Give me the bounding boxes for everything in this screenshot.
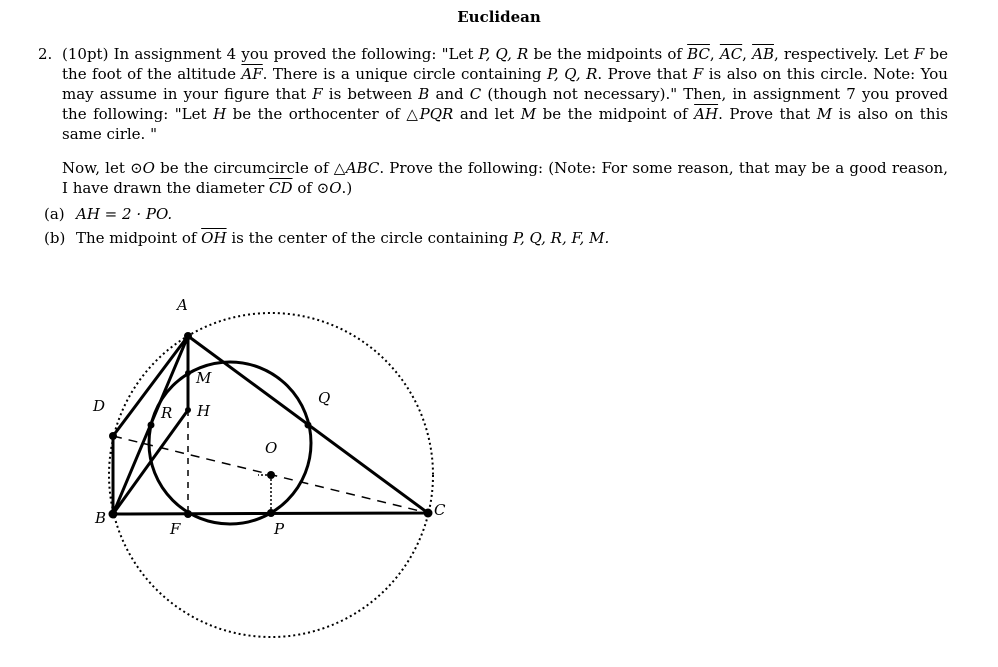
part-text: The midpoint of [76,229,202,247]
part-text: P, Q, R, F, M. [512,229,610,247]
part-text: AH = 2 · PO. [76,205,173,223]
text: is also on this circle. Note: You may assume in your figure that [62,65,948,103]
part-label: (a) [44,205,65,223]
point-r [148,422,155,429]
part-b [44,228,948,248]
math: M [520,105,537,123]
label-b: B [95,509,107,527]
point-p [267,509,275,517]
math: △PQR [406,105,454,123]
problem-paragraph-2 [62,158,948,198]
label-d: D [93,397,106,415]
label-a: A [177,296,188,314]
math: F [692,65,704,83]
point-o [267,471,275,479]
point-f [184,510,192,518]
text: , respectively. Let [773,45,914,63]
text: Now, let [62,159,131,177]
label-r: R [161,404,173,422]
math: F [312,85,323,103]
point-a [184,332,192,340]
problem-number: 2. [38,45,53,63]
part-a [44,204,948,224]
math: C [469,85,482,103]
math: ⊙O [130,159,155,177]
point-m [185,370,191,376]
text: and [429,85,470,103]
text: . Prove the following: (Note: For some reason, that may be a good reason, I have drawn the diameter [62,159,948,197]
text: is between [322,85,419,103]
segment-ab: $\overline{AB}$ [752,45,774,63]
math: M [816,105,833,123]
label-p: P [274,520,285,538]
text: be the foot of the altitude [62,45,948,83]
math: B [418,85,430,103]
text: . Prove that [718,105,817,123]
text: .) [341,179,353,197]
math: H [213,105,227,123]
label-f: F [170,520,181,538]
label-h: H [197,402,211,420]
label-m: M [196,369,212,387]
label-q: Q [318,389,331,407]
part-text: is the center of the circle containing [226,229,513,247]
point-h [185,407,191,413]
problem-2 [38,44,948,252]
text: be the midpoint of [536,105,695,123]
text: be the circumcircle of [154,159,334,177]
segment-oh: $\overline{OH}$ [201,229,227,247]
text: (though not necessary)." Then, in assignment 7 you proved the following: "Let [62,85,948,123]
part-label: (b) [44,229,66,247]
point-b [109,510,118,519]
segment-cd: $\overline{CD}$ [269,179,293,197]
text: and let [453,105,521,123]
parts-list [44,204,948,248]
point-q [305,422,312,429]
problem-paragraph-1: (10pt) In assignment 4 you proved the following: "Let P, Q, R be the midpoints of $\overline{BC}$, $\overline{AC}$, $\overline{AB}$, respectively. Let F be the foot of the altitude $\overline{AF}$. There is a unique circle containing P, Q, R. Prove that F is also on this circle. Note: You may assume in your figure that F is between B and C (though not necessary)." Then, in assignment 7 you proved the following: "Let H be the orthocenter of △PQR and let M be the midpoint of $\overline{AH}$. Prove that M is also on this same cirle. " [62,45,948,143]
math: F [913,45,925,63]
point-c [424,509,433,518]
label-o: O [265,439,278,457]
segment-bc: $\overline{BC}$ [687,45,710,63]
text: of [292,179,317,197]
segment-ac: $\overline{AC}$ [719,45,743,63]
geometry-figure [85,290,465,650]
page-title: Euclidean [457,8,541,26]
math: ⊙O [316,179,342,197]
text: be the orthocenter of [226,105,407,123]
math: P, Q, R [478,45,529,63]
label-c: C [434,501,446,519]
math: P, Q, R [547,65,598,83]
text: be the midpoints of [528,45,688,63]
nine-point-circle [149,362,311,524]
text: . There is a unique circle containing [262,65,547,83]
segment-ah: $\overline{AH}$ [694,105,719,123]
math: △ABC [333,159,380,177]
point-d [109,432,117,440]
segment-af: $\overline{AF}$ [241,65,263,83]
text: is also on this same cirle. " [62,105,948,143]
text: (10pt) In assignment 4 you proved the following: "Let [62,45,479,63]
text: . Prove that [597,65,693,83]
